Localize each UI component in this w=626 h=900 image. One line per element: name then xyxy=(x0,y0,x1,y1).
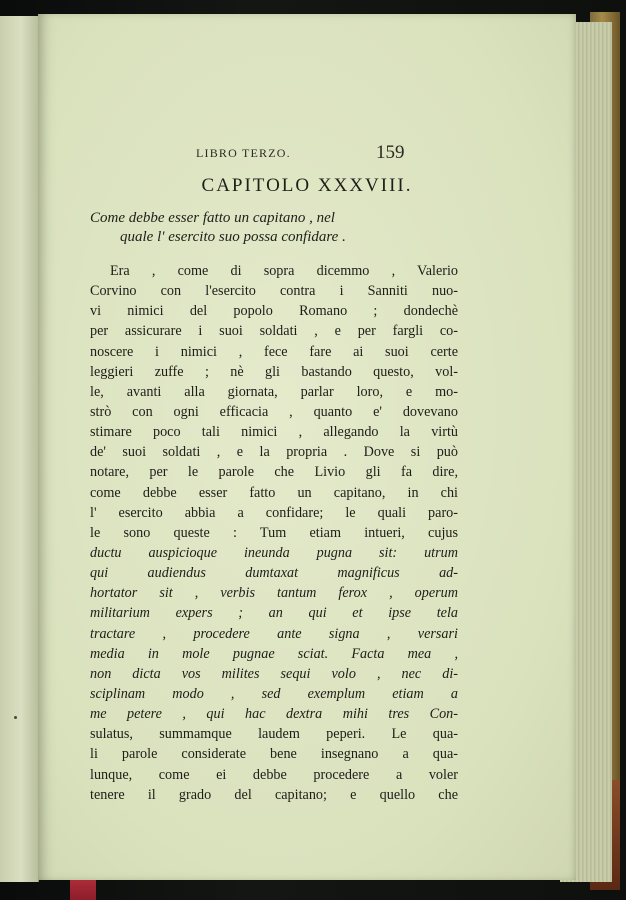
running-title: LIBRO TERZO. xyxy=(196,146,291,160)
chapter-title: CAPITOLO XXXVIII. xyxy=(201,175,413,196)
chapter-subtitle xyxy=(90,209,454,247)
text-line: notare, per le parole che Livio gli fa dire, xyxy=(90,464,458,481)
text-line: le, avanti alla giornata, parlar loro, e mo- xyxy=(90,383,458,400)
subtitle-line: quale l' esercito suo possa confidare . xyxy=(120,229,346,245)
body-text xyxy=(90,261,458,805)
text-line: strò con ogni efficacia , quanto e' dovevano xyxy=(90,403,458,420)
text-line: noscere i nimici , fece fare ai suoi certe xyxy=(90,343,458,360)
text-line: hortator sit , verbis tantum ferox , operum xyxy=(90,585,458,602)
text-line: tenere il grado del capitano; e quello che xyxy=(90,786,458,803)
text-line: le sono queste : Tum etiam intueri, cujus xyxy=(90,524,458,541)
left-page-edge xyxy=(0,16,39,882)
text-line: lunque, come ei debbe procedere a voler xyxy=(90,766,458,783)
text-line: tractare , procedere ante signa , versari xyxy=(90,625,458,642)
ink-speck xyxy=(14,716,17,719)
text-line: de' suoi soldati , e la propria . Dove si può xyxy=(90,444,458,461)
text-line: qui audiendus dumtaxat magnificus ad- xyxy=(90,565,458,582)
text-line: me petere , qui hac dextra mihi tres Con- xyxy=(90,706,458,723)
subtitle-line: Come debbe esser fatto un capitano , nel xyxy=(90,210,335,226)
text-line: come debbe esser fatto un capitano, in chi xyxy=(90,484,458,501)
text-line: li parole considerate bene insegnano a qua- xyxy=(90,746,458,763)
text-line: media in mole pugnae sciat. Facta mea , xyxy=(90,645,458,662)
text-line: ductu auspicioque ineunda pugna sit: utrum xyxy=(90,544,458,561)
page-number: 159 xyxy=(376,142,405,163)
text-line: per assicurare i suoi soldati , e per fargli co- xyxy=(90,323,458,340)
text-line: sciplinam modo , sed exemplum etiam a xyxy=(90,685,458,702)
running-head xyxy=(38,126,576,166)
text-line: stimare poco tali nimici , allegando la virtù xyxy=(90,424,458,441)
book-page xyxy=(38,14,576,880)
text-line: l' esercito abbia a confidare; le quali paro- xyxy=(90,504,458,521)
text-line: leggieri zuffe ; nè gli bastando questo, vol- xyxy=(90,363,458,380)
text-line: militarium expers ; an qui et ipse tela xyxy=(90,605,458,622)
text-line: vi nimici del popolo Romano ; dondechè xyxy=(90,303,458,320)
text-line: non dicta vos milites sequi volo , nec di- xyxy=(90,665,458,682)
text-line: sulatus, summamque laudem peperi. Le qua- xyxy=(90,726,458,743)
text-line: Era , come di sopra dicemmo , Valerio xyxy=(110,263,458,279)
text-line: Corvino con l'esercito contra i Sanniti nuo- xyxy=(90,283,458,300)
